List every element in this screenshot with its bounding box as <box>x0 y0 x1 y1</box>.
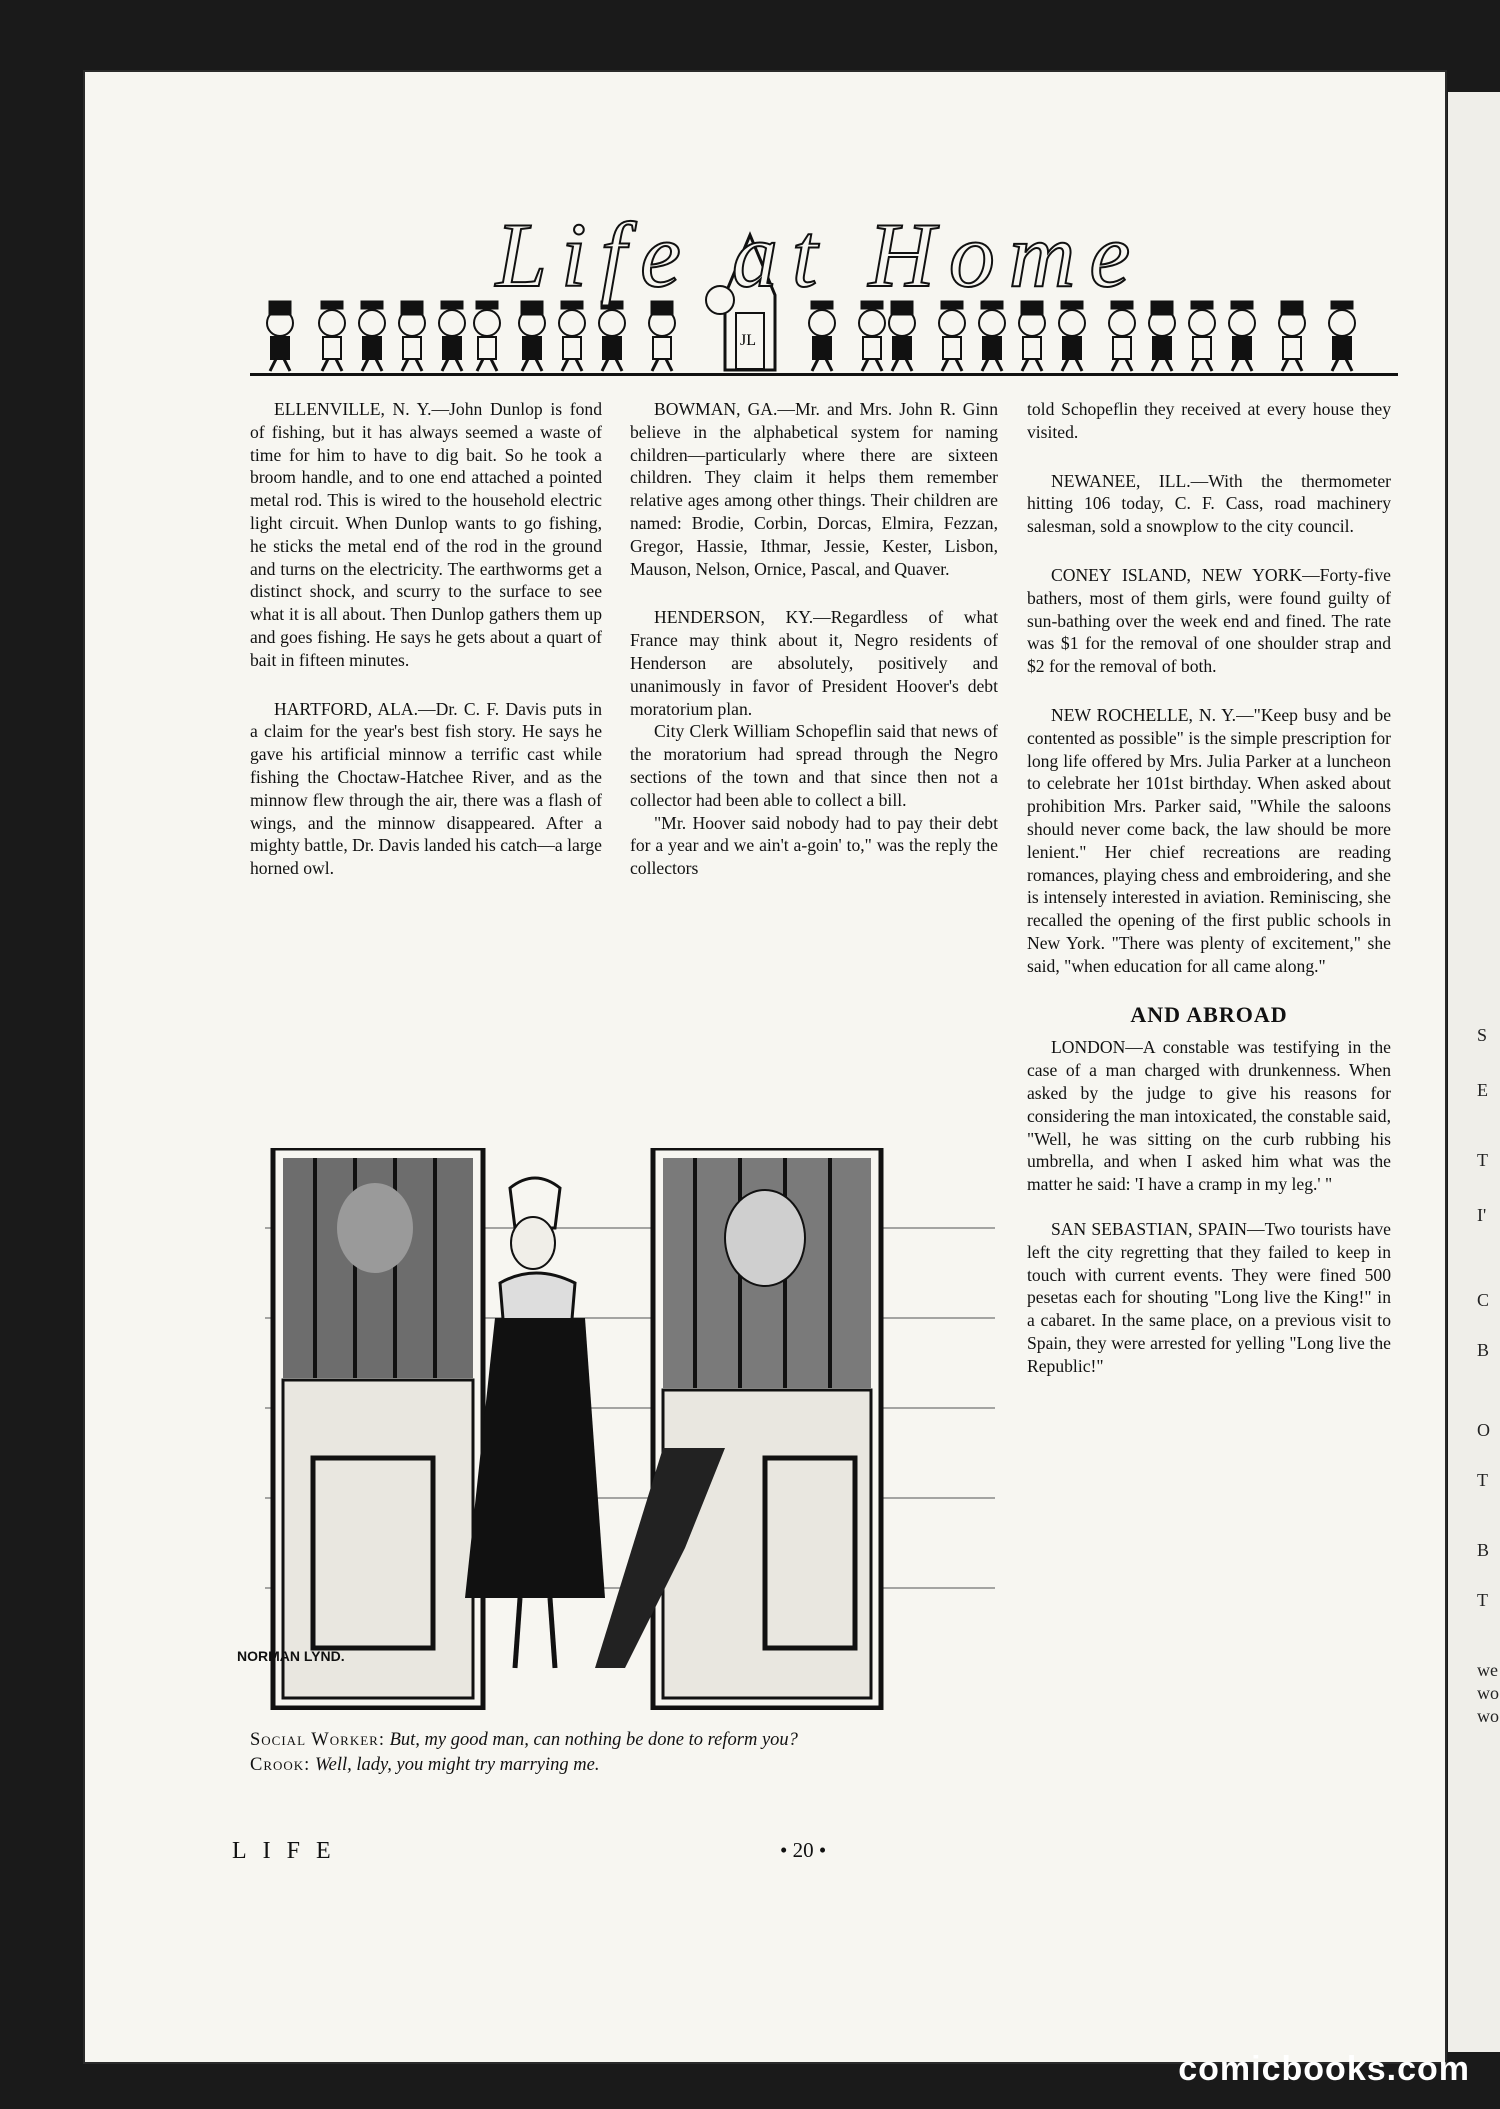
column-1 <box>250 398 602 906</box>
svg-text:JL: JL <box>740 332 756 349</box>
header-rule <box>250 373 1398 376</box>
social-worker-figure <box>465 1178 605 1668</box>
item-coney-island: CONEY ISLAND, NEW YORK—Forty-five bathers, most of them girls, were found guilty of sun-bathing over the week end and fined. The rate was $1 for the removal of one shoulder strap and $2 for the removal of both. <box>1027 564 1391 677</box>
next-page-mark: O <box>1477 1420 1490 1440</box>
marching-figure <box>399 301 425 371</box>
marching-figure <box>809 301 835 371</box>
caption-speaker-1: Social Worker: <box>250 1730 385 1750</box>
marching-figure <box>474 301 500 371</box>
section-header <box>250 205 1398 380</box>
next-page-mark: C <box>1477 1290 1490 1310</box>
item-hartford: HARTFORD, ALA.—Dr. C. F. Davis puts in a claim for the year's best fish story. He says he gave his artificial minnow a terrific cast while fishing the Choctaw-Hatchee River, and as the minnow flew through the air, there was a flash of wings, and the minnow disappeared. After a mighty battle, Dr. Davis landed his catch—a large horned owl. <box>250 698 602 879</box>
jail-cells-drawing <box>265 1148 995 1710</box>
marching-figure <box>319 301 345 371</box>
marching-figure <box>939 301 965 371</box>
next-page-mark: wo <box>1477 1706 1499 1726</box>
marching-figure <box>1329 301 1355 371</box>
right-cell-door <box>595 1148 881 1708</box>
marching-figure <box>889 301 915 371</box>
marching-figure <box>1059 301 1085 371</box>
abroad-heading: AND ABROAD <box>1130 1001 1288 1027</box>
marching-figures <box>267 301 1355 371</box>
next-page-mark: E <box>1477 1080 1488 1100</box>
next-page-mark: T <box>1477 1470 1488 1490</box>
marching-figure <box>649 301 675 371</box>
next-page-mark: T <box>1477 1590 1488 1610</box>
item-henderson-cont-1: City Clerk William Schopeflin said that news of the moratorium had spread through the Negro sections of the town and that since then not a collector had been able to collect a bill. <box>630 721 998 810</box>
column-2 <box>630 398 998 906</box>
next-page-mark: T <box>1477 1150 1488 1170</box>
marching-figure <box>439 301 465 371</box>
caption-text-1: But, my good man, can nothing be done to reform you? <box>389 1730 798 1750</box>
item-henderson-end: told Schopeflin they received at every house they visited. <box>1027 399 1391 442</box>
cartoon-illustration <box>237 1148 995 1710</box>
marching-figure <box>267 301 293 371</box>
marching-figure <box>599 301 625 371</box>
caption-text-2: Well, lady, you might try marrying me. <box>314 1755 600 1775</box>
page-number: • 20 • <box>780 1838 827 1862</box>
marching-figure <box>1279 301 1305 371</box>
next-page-mark: wo <box>1477 1683 1499 1703</box>
item-henderson-cont-2: "Mr. Hoover said nobody had to pay their debt for a year and we ain't a-goin' to," was the reply the collectors <box>630 812 998 879</box>
magazine-name: LIFE <box>232 1838 347 1864</box>
watermark: comicbooks.com <box>1178 2050 1470 2088</box>
next-page-mark: B <box>1477 1340 1490 1360</box>
marching-figure <box>1019 301 1045 371</box>
marching-figure <box>979 301 1005 371</box>
item-new-rochelle: NEW ROCHELLE, N. Y.—"Keep busy and be contented as possible" is the simple prescription for long life offered by Mrs. Julia Parker at a luncheon to celebrate her 101st birthday. When asked about prohibition Mrs. Parker said, "While the saloons should never come back, the law should be more lenient." Her chief recreations are reading romances, playing chess and embroidering, and she is intensely interested in aviation. Reminiscing, she recalled the opening of the first public schools in New York. "There was plenty of excitement," she said, "when education for all came along." <box>1027 704 1391 976</box>
item-henderson: HENDERSON, KY.—Regardless of what France may think about it, Negro residents of Henderson are absolutely, positively and unanimously in favor of President Hoover's debt moratorium plan. <box>630 607 998 719</box>
marching-figure <box>359 301 385 371</box>
marching-figure <box>519 301 545 371</box>
marching-figure <box>1189 301 1215 371</box>
marching-figure <box>1229 301 1255 371</box>
next-page-mark: B <box>1477 1540 1490 1560</box>
marching-figure <box>859 301 885 371</box>
item-ellenville: ELLENVILLE, N. Y.—John Dunlop is fond of fishing, but it has always seemed a waste of time for him to have to dig bait. So he took a broom handle, and to one end attached a pointed metal rod. This is wired to the household electric light circuit. When Dunlop wants to go fishing, he sticks the metal end of the rod in the ground and turns on the electricity. The earthworms get a distinct shock, and scurry to the surface to see what it is all about. Then Dunlop gathers them up and goes fishing. He says he gets about a quart of bait in fifteen minutes. <box>250 399 602 670</box>
next-page-mark: we <box>1477 1660 1498 1680</box>
caption-speaker-2: Crook: <box>250 1755 311 1775</box>
column-3 <box>1027 398 1391 1403</box>
cartoon-caption <box>250 1728 990 1778</box>
next-page-mark: I' <box>1477 1205 1487 1225</box>
item-newanee: NEWANEE, ILL.—With the thermometer hitting 106 today, C. F. Cass, road machinery salesman, sold a snowplow to the city council. <box>1027 470 1391 537</box>
item-bowman: BOWMAN, GA.—Mr. and Mrs. John R. Ginn believe in the alphabetical system for naming children—particularly where there are sixteen children. They claim it helps them remember relative ages among other things. Their children are named: Brodie, Corbin, Dorcas, Elmira, Fezzan, Gregor, Hassie, Ithmar, Jessie, Kester, Lisbon, Mauson, Nelson, Ornice, Pascal, and Quaver. <box>630 399 998 579</box>
next-page-mark: S <box>1477 1025 1488 1045</box>
item-san-sebastian: SAN SEBASTIAN, SPAIN—Two tourists have left the city regretting that they failed to keep in touch with current events. They were fined 500 pesetas each for shouting "Long live the King!" in a cabaret. In the same place, on a previous visit to Spain, they were arrested for yelling "Long live the Republic!" <box>1027 1218 1391 1376</box>
header-title: Life at Home <box>495 204 1145 306</box>
left-cell-door <box>273 1148 483 1708</box>
marching-figure <box>1149 301 1175 371</box>
caption-line-2 <box>250 1753 990 1778</box>
marching-figure <box>559 301 585 371</box>
marching-figure <box>1109 301 1135 371</box>
caption-line-1 <box>250 1728 990 1753</box>
next-page-edge <box>1448 92 1500 2052</box>
artist-signature: NORMAN LYND. <box>237 1648 345 1664</box>
item-london: LONDON—A constable was testifying in the case of a man charged with drunkenness. When asked by the judge to give his reasons for considering the man intoxicated, the constable said, "Well, he was sitting on the curb rubbing his umbrella, and when I asked him what was the matter he said: 'I have a cramp in my leg.' " <box>1027 1037 1391 1195</box>
